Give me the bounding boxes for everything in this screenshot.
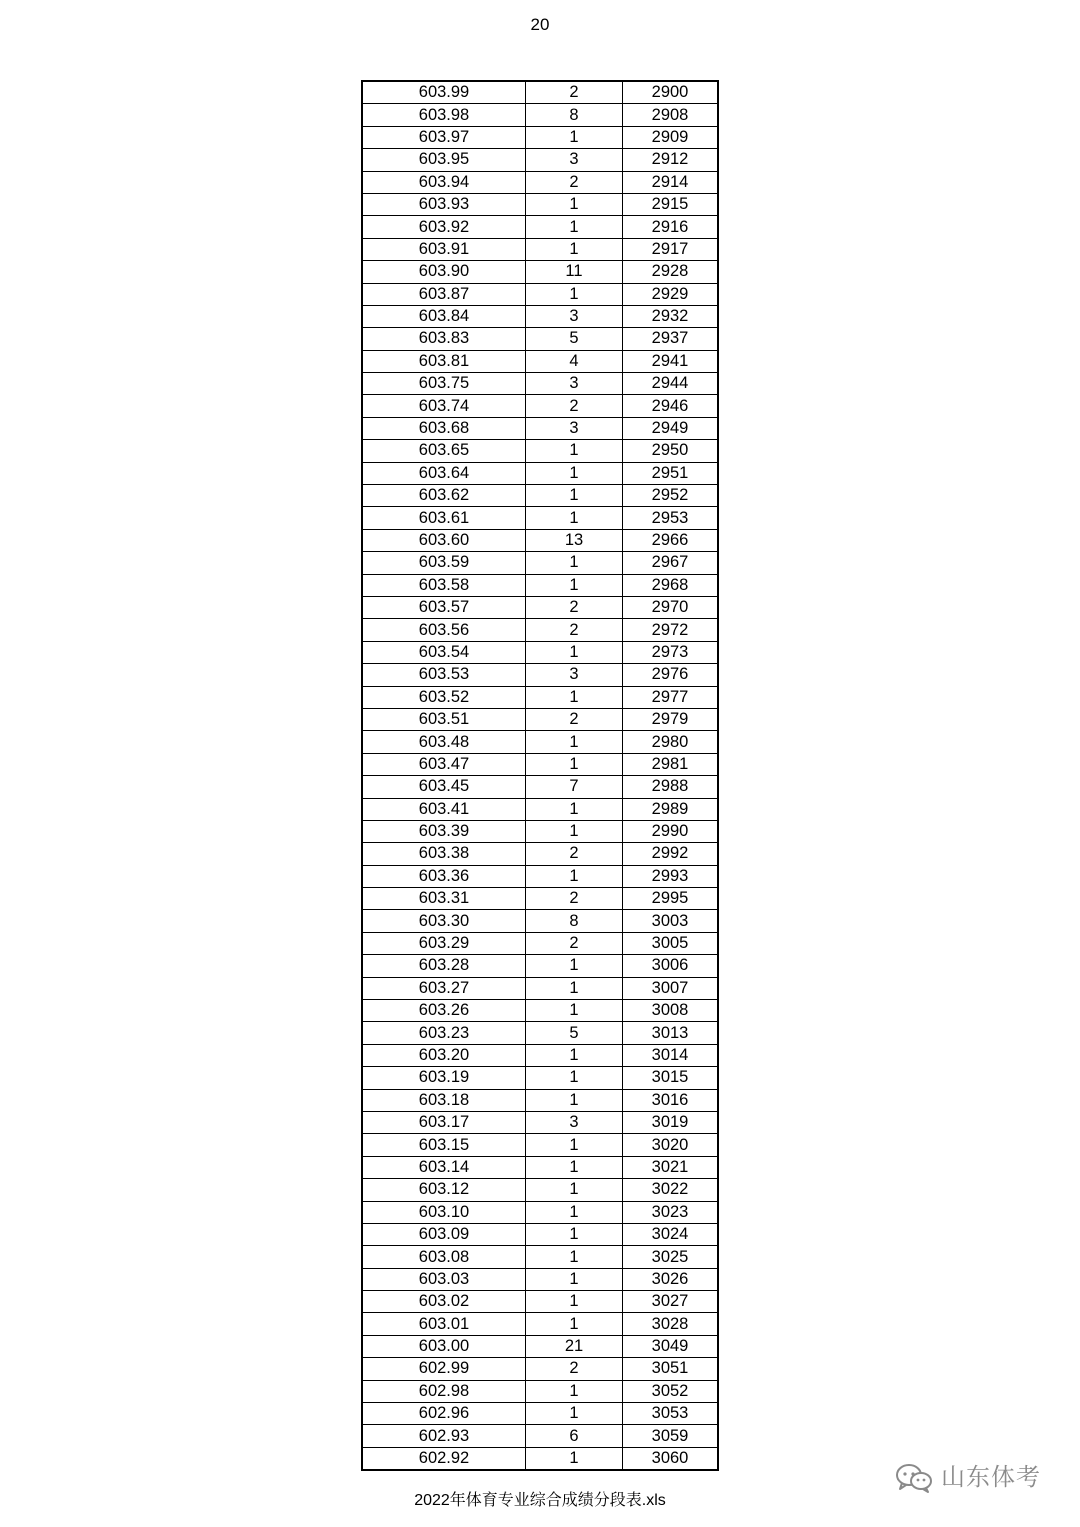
- score-cell: 603.94: [362, 171, 526, 193]
- score-cell: 603.26: [362, 1000, 526, 1022]
- count-cell: 8: [526, 910, 623, 932]
- table-row: [362, 485, 718, 507]
- count-cell: 1: [526, 731, 623, 753]
- score-cell: 603.81: [362, 350, 526, 372]
- score-cell: 603.14: [362, 1156, 526, 1178]
- table-row: [362, 641, 718, 663]
- count-cell: 1: [526, 641, 623, 663]
- count-cell: 2: [526, 395, 623, 417]
- table-row: [362, 261, 718, 283]
- score-cell: 603.56: [362, 619, 526, 641]
- table-row: [362, 1380, 718, 1402]
- score-cell: 603.00: [362, 1335, 526, 1357]
- score-cell: 603.47: [362, 753, 526, 775]
- count-cell: 1: [526, 1246, 623, 1268]
- table-row: [362, 1134, 718, 1156]
- count-cell: 1: [526, 1156, 623, 1178]
- cumulative-cell: 3008: [623, 1000, 719, 1022]
- table-row: [362, 1179, 718, 1201]
- score-cell: 603.36: [362, 865, 526, 887]
- score-cell: 603.84: [362, 305, 526, 327]
- cumulative-cell: 2944: [623, 373, 719, 395]
- count-cell: 1: [526, 283, 623, 305]
- score-cell: 603.51: [362, 708, 526, 730]
- count-cell: 3: [526, 305, 623, 327]
- score-cell: 603.93: [362, 193, 526, 215]
- table-row: [362, 798, 718, 820]
- count-cell: 4: [526, 350, 623, 372]
- count-cell: 8: [526, 104, 623, 126]
- table-row: [362, 417, 718, 439]
- count-cell: 2: [526, 843, 623, 865]
- cumulative-cell: 2988: [623, 776, 719, 798]
- count-cell: 1: [526, 1179, 623, 1201]
- cumulative-cell: 2953: [623, 507, 719, 529]
- table-row: [362, 776, 718, 798]
- count-cell: 2: [526, 708, 623, 730]
- table-row: [362, 1201, 718, 1223]
- score-cell: 603.20: [362, 1044, 526, 1066]
- score-cell: 603.54: [362, 641, 526, 663]
- count-cell: 1: [526, 753, 623, 775]
- score-cell: 603.52: [362, 686, 526, 708]
- count-cell: 1: [526, 1313, 623, 1335]
- cumulative-cell: 3005: [623, 932, 719, 954]
- score-cell: 603.41: [362, 798, 526, 820]
- count-cell: 1: [526, 193, 623, 215]
- count-cell: 13: [526, 529, 623, 551]
- score-cell: 603.02: [362, 1291, 526, 1313]
- count-cell: 1: [526, 1403, 623, 1425]
- cumulative-cell: 2909: [623, 126, 719, 148]
- cumulative-cell: 2951: [623, 462, 719, 484]
- cumulative-cell: 2912: [623, 149, 719, 171]
- cumulative-cell: 3022: [623, 1179, 719, 1201]
- table-row: [362, 753, 718, 775]
- table-row: [362, 1223, 718, 1245]
- cumulative-cell: 2980: [623, 731, 719, 753]
- cumulative-cell: 2908: [623, 104, 719, 126]
- table-row: [362, 731, 718, 753]
- count-cell: 7: [526, 776, 623, 798]
- cumulative-cell: 2981: [623, 753, 719, 775]
- count-cell: 1: [526, 1067, 623, 1089]
- count-cell: 1: [526, 1201, 623, 1223]
- count-cell: 1: [526, 507, 623, 529]
- score-cell: 603.58: [362, 574, 526, 596]
- score-cell: 603.29: [362, 932, 526, 954]
- score-cell: 602.99: [362, 1358, 526, 1380]
- score-cell: 603.92: [362, 216, 526, 238]
- table-row: [362, 462, 718, 484]
- table-row: [362, 1246, 718, 1268]
- score-cell: 603.87: [362, 283, 526, 305]
- cumulative-cell: 2979: [623, 708, 719, 730]
- score-cell: 602.93: [362, 1425, 526, 1447]
- cumulative-cell: 2966: [623, 529, 719, 551]
- table-row: [362, 1291, 718, 1313]
- table-row: [362, 1335, 718, 1357]
- score-cell: 603.27: [362, 977, 526, 999]
- table-row: [362, 1156, 718, 1178]
- cumulative-cell: 2992: [623, 843, 719, 865]
- score-cell: 603.15: [362, 1134, 526, 1156]
- table-row: [362, 104, 718, 126]
- cumulative-cell: 2973: [623, 641, 719, 663]
- score-cell: 603.98: [362, 104, 526, 126]
- table-row: [362, 619, 718, 641]
- count-cell: 1: [526, 440, 623, 462]
- cumulative-cell: 3027: [623, 1291, 719, 1313]
- count-cell: 1: [526, 955, 623, 977]
- count-cell: 3: [526, 1111, 623, 1133]
- table-row: [362, 283, 718, 305]
- score-cell: 603.64: [362, 462, 526, 484]
- table-row: [362, 708, 718, 730]
- cumulative-cell: 2929: [623, 283, 719, 305]
- count-cell: 1: [526, 1044, 623, 1066]
- count-cell: 1: [526, 1089, 623, 1111]
- table-row: [362, 126, 718, 148]
- score-cell: 603.17: [362, 1111, 526, 1133]
- cumulative-cell: 2972: [623, 619, 719, 641]
- score-cell: 603.60: [362, 529, 526, 551]
- watermark-text: 山东体考: [941, 1464, 1041, 1491]
- cumulative-cell: 3020: [623, 1134, 719, 1156]
- count-cell: 2: [526, 888, 623, 910]
- cumulative-cell: 3016: [623, 1089, 719, 1111]
- score-cell: 603.08: [362, 1246, 526, 1268]
- cumulative-cell: 2993: [623, 865, 719, 887]
- count-cell: 1: [526, 798, 623, 820]
- score-cell: 603.59: [362, 552, 526, 574]
- score-cell: 603.53: [362, 664, 526, 686]
- count-cell: 1: [526, 1447, 623, 1470]
- count-cell: 3: [526, 664, 623, 686]
- cumulative-cell: 3019: [623, 1111, 719, 1133]
- score-cell: 603.83: [362, 328, 526, 350]
- count-cell: 2: [526, 932, 623, 954]
- count-cell: 3: [526, 373, 623, 395]
- table-row: [362, 350, 718, 372]
- count-cell: 1: [526, 1134, 623, 1156]
- count-cell: 1: [526, 1291, 623, 1313]
- table-row: [362, 238, 718, 260]
- cumulative-cell: 3003: [623, 910, 719, 932]
- count-cell: 1: [526, 865, 623, 887]
- table-row: [362, 1358, 718, 1380]
- table-row: [362, 1447, 718, 1470]
- count-cell: 21: [526, 1335, 623, 1357]
- table-row: [362, 81, 718, 104]
- count-cell: 1: [526, 238, 623, 260]
- cumulative-cell: 3014: [623, 1044, 719, 1066]
- score-cell: 603.65: [362, 440, 526, 462]
- cumulative-cell: 2968: [623, 574, 719, 596]
- score-cell: 603.23: [362, 1022, 526, 1044]
- cumulative-cell: 2952: [623, 485, 719, 507]
- cumulative-cell: 3051: [623, 1358, 719, 1380]
- cumulative-cell: 2928: [623, 261, 719, 283]
- cumulative-cell: 3013: [623, 1022, 719, 1044]
- score-cell: 603.03: [362, 1268, 526, 1290]
- table-row: [362, 149, 718, 171]
- cumulative-cell: 2976: [623, 664, 719, 686]
- table-row: [362, 910, 718, 932]
- count-cell: 3: [526, 417, 623, 439]
- score-cell: 603.74: [362, 395, 526, 417]
- score-cell: 603.10: [362, 1201, 526, 1223]
- cumulative-cell: 3015: [623, 1067, 719, 1089]
- cumulative-cell: 3026: [623, 1268, 719, 1290]
- count-cell: 1: [526, 462, 623, 484]
- cumulative-cell: 3060: [623, 1447, 719, 1470]
- score-cell: 603.75: [362, 373, 526, 395]
- count-cell: 1: [526, 1000, 623, 1022]
- table-row: [362, 955, 718, 977]
- cumulative-cell: 2946: [623, 395, 719, 417]
- cumulative-cell: 2950: [623, 440, 719, 462]
- score-cell: 603.90: [362, 261, 526, 283]
- table-row: [362, 1313, 718, 1335]
- table-row: [362, 1022, 718, 1044]
- cumulative-cell: 2970: [623, 596, 719, 618]
- score-cell: 602.98: [362, 1380, 526, 1402]
- table-row: [362, 664, 718, 686]
- footer-filename: 2022年体育专业综合成绩分段表.xls: [414, 1492, 666, 1509]
- cumulative-cell: 3059: [623, 1425, 719, 1447]
- cumulative-cell: 3052: [623, 1380, 719, 1402]
- table-row: [362, 529, 718, 551]
- cumulative-cell: 2967: [623, 552, 719, 574]
- table-row: [362, 395, 718, 417]
- cumulative-cell: 2989: [623, 798, 719, 820]
- score-cell: 603.31: [362, 888, 526, 910]
- count-cell: 1: [526, 1223, 623, 1245]
- count-cell: 1: [526, 1380, 623, 1402]
- count-cell: 1: [526, 1268, 623, 1290]
- cumulative-cell: 3028: [623, 1313, 719, 1335]
- score-cell: 603.91: [362, 238, 526, 260]
- count-cell: 2: [526, 619, 623, 641]
- score-cell: 603.01: [362, 1313, 526, 1335]
- table-row: [362, 596, 718, 618]
- cumulative-cell: 2937: [623, 328, 719, 350]
- count-cell: 6: [526, 1425, 623, 1447]
- cumulative-cell: 3007: [623, 977, 719, 999]
- cumulative-cell: 2990: [623, 820, 719, 842]
- score-cell: 603.30: [362, 910, 526, 932]
- cumulative-cell: 2900: [623, 81, 719, 104]
- score-cell: 603.09: [362, 1223, 526, 1245]
- cumulative-cell: 2941: [623, 350, 719, 372]
- table-row: [362, 171, 718, 193]
- count-cell: 3: [526, 149, 623, 171]
- score-cell: 603.95: [362, 149, 526, 171]
- count-cell: 5: [526, 1022, 623, 1044]
- count-cell: 11: [526, 261, 623, 283]
- cumulative-cell: 3049: [623, 1335, 719, 1357]
- count-cell: 2: [526, 81, 623, 104]
- count-cell: 1: [526, 820, 623, 842]
- score-cell: 603.48: [362, 731, 526, 753]
- table-row: [362, 574, 718, 596]
- cumulative-cell: 2932: [623, 305, 719, 327]
- score-cell: 603.38: [362, 843, 526, 865]
- count-cell: 5: [526, 328, 623, 350]
- count-cell: 2: [526, 171, 623, 193]
- cumulative-cell: 2916: [623, 216, 719, 238]
- table-row: [362, 193, 718, 215]
- count-cell: 2: [526, 1358, 623, 1380]
- table-row: [362, 686, 718, 708]
- table-row: [362, 1044, 718, 1066]
- page-number: 20: [530, 15, 550, 34]
- score-distribution-table: [361, 80, 719, 1471]
- count-cell: 1: [526, 485, 623, 507]
- score-cell: 602.96: [362, 1403, 526, 1425]
- cumulative-cell: 3025: [623, 1246, 719, 1268]
- score-cell: 603.57: [362, 596, 526, 618]
- cumulative-cell: 2914: [623, 171, 719, 193]
- score-cell: 603.19: [362, 1067, 526, 1089]
- count-cell: 1: [526, 686, 623, 708]
- score-cell: 603.62: [362, 485, 526, 507]
- table-row: [362, 440, 718, 462]
- table-row: [362, 305, 718, 327]
- table-row: [362, 1268, 718, 1290]
- table-row: [362, 932, 718, 954]
- count-cell: 1: [526, 977, 623, 999]
- cumulative-cell: 2977: [623, 686, 719, 708]
- table-row: [362, 888, 718, 910]
- table-row: [362, 820, 718, 842]
- cumulative-cell: 2995: [623, 888, 719, 910]
- table-row: [362, 1403, 718, 1425]
- table-row: [362, 552, 718, 574]
- table-row: [362, 1111, 718, 1133]
- table-row: [362, 328, 718, 350]
- table-row: [362, 373, 718, 395]
- count-cell: 1: [526, 552, 623, 574]
- table-body: [362, 81, 718, 1470]
- cumulative-cell: 3053: [623, 1403, 719, 1425]
- count-cell: 1: [526, 126, 623, 148]
- score-cell: 603.68: [362, 417, 526, 439]
- cumulative-cell: 3006: [623, 955, 719, 977]
- table-row: [362, 1089, 718, 1111]
- count-cell: 1: [526, 574, 623, 596]
- cumulative-cell: 3021: [623, 1156, 719, 1178]
- cumulative-cell: 3024: [623, 1223, 719, 1245]
- score-cell: 603.39: [362, 820, 526, 842]
- cumulative-cell: 3023: [623, 1201, 719, 1223]
- table-row: [362, 216, 718, 238]
- score-cell: 603.28: [362, 955, 526, 977]
- score-cell: 603.12: [362, 1179, 526, 1201]
- cumulative-cell: 2917: [623, 238, 719, 260]
- table-row: [362, 507, 718, 529]
- score-cell: 603.18: [362, 1089, 526, 1111]
- table-row: [362, 977, 718, 999]
- score-cell: 602.92: [362, 1447, 526, 1470]
- count-cell: 1: [526, 216, 623, 238]
- table-row: [362, 1425, 718, 1447]
- score-cell: 603.97: [362, 126, 526, 148]
- score-cell: 603.61: [362, 507, 526, 529]
- cumulative-cell: 2915: [623, 193, 719, 215]
- table-row: [362, 843, 718, 865]
- count-cell: 2: [526, 596, 623, 618]
- score-cell: 603.45: [362, 776, 526, 798]
- table-row: [362, 1067, 718, 1089]
- cumulative-cell: 2949: [623, 417, 719, 439]
- table-row: [362, 865, 718, 887]
- table-row: [362, 1000, 718, 1022]
- score-cell: 603.99: [362, 81, 526, 104]
